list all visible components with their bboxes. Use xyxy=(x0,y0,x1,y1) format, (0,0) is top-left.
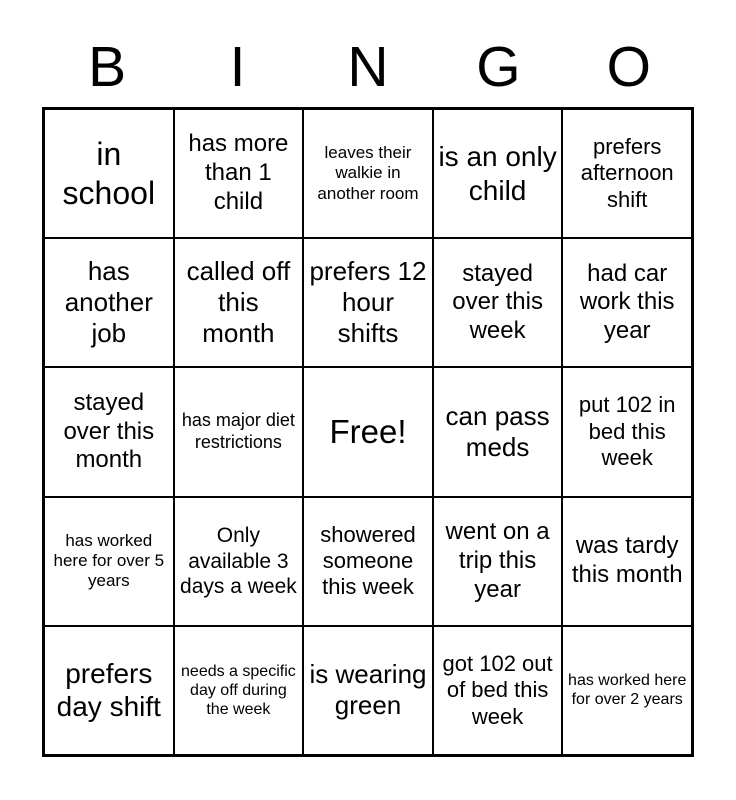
bingo-cell-1-0[interactable]: has another job xyxy=(44,238,174,367)
header-letter-b: B xyxy=(88,35,127,99)
bingo-cell-free-space[interactable]: Free! xyxy=(303,367,433,496)
bingo-cell-4-0[interactable]: prefers day shift xyxy=(44,626,174,755)
bingo-cell-0-3[interactable]: is an only child xyxy=(433,109,563,238)
bingo-cell-3-2[interactable]: showered someone this week xyxy=(303,497,433,626)
header-letter-n: N xyxy=(347,35,389,99)
bingo-cell-0-0[interactable]: in school xyxy=(44,109,174,238)
bingo-cell-0-4[interactable]: prefers afternoon shift xyxy=(562,109,692,238)
bingo-cell-2-4[interactable]: put 102 in bed this week xyxy=(562,367,692,496)
bingo-cell-3-4[interactable]: was tardy this month xyxy=(562,497,692,626)
bingo-cell-1-3[interactable]: stayed over this week xyxy=(433,238,563,367)
bingo-grid xyxy=(42,107,694,757)
header-letter-g: G xyxy=(476,35,521,99)
bingo-cell-4-3[interactable]: got 102 out of bed this week xyxy=(433,626,563,755)
header-letter-o: O xyxy=(606,35,651,99)
bingo-cell-1-2[interactable]: prefers 12 hour shifts xyxy=(303,238,433,367)
bingo-cell-2-3[interactable]: can pass meds xyxy=(433,367,563,496)
bingo-cell-2-0[interactable]: stayed over this month xyxy=(44,367,174,496)
bingo-cell-2-1[interactable]: has major diet restrictions xyxy=(174,367,304,496)
bingo-cell-3-1[interactable]: Only available 3 days a week xyxy=(174,497,304,626)
bingo-cell-0-2[interactable]: leaves their walkie in another room xyxy=(303,109,433,238)
bingo-cell-4-2[interactable]: is wearing green xyxy=(303,626,433,755)
bingo-cell-3-3[interactable]: went on a trip this year xyxy=(433,497,563,626)
bingo-cell-4-4[interactable]: has worked here for over 2 years xyxy=(562,626,692,755)
bingo-cell-0-1[interactable]: has more than 1 child xyxy=(174,109,304,238)
bingo-cell-3-0[interactable]: has worked here for over 5 years xyxy=(44,497,174,626)
bingo-cell-1-4[interactable]: had car work this year xyxy=(562,238,692,367)
bingo-cell-4-1[interactable]: needs a specific day off during the week xyxy=(174,626,304,755)
bingo-header xyxy=(42,30,694,99)
header-letter-i: I xyxy=(229,35,246,99)
bingo-cell-1-1[interactable]: called off this month xyxy=(174,238,304,367)
